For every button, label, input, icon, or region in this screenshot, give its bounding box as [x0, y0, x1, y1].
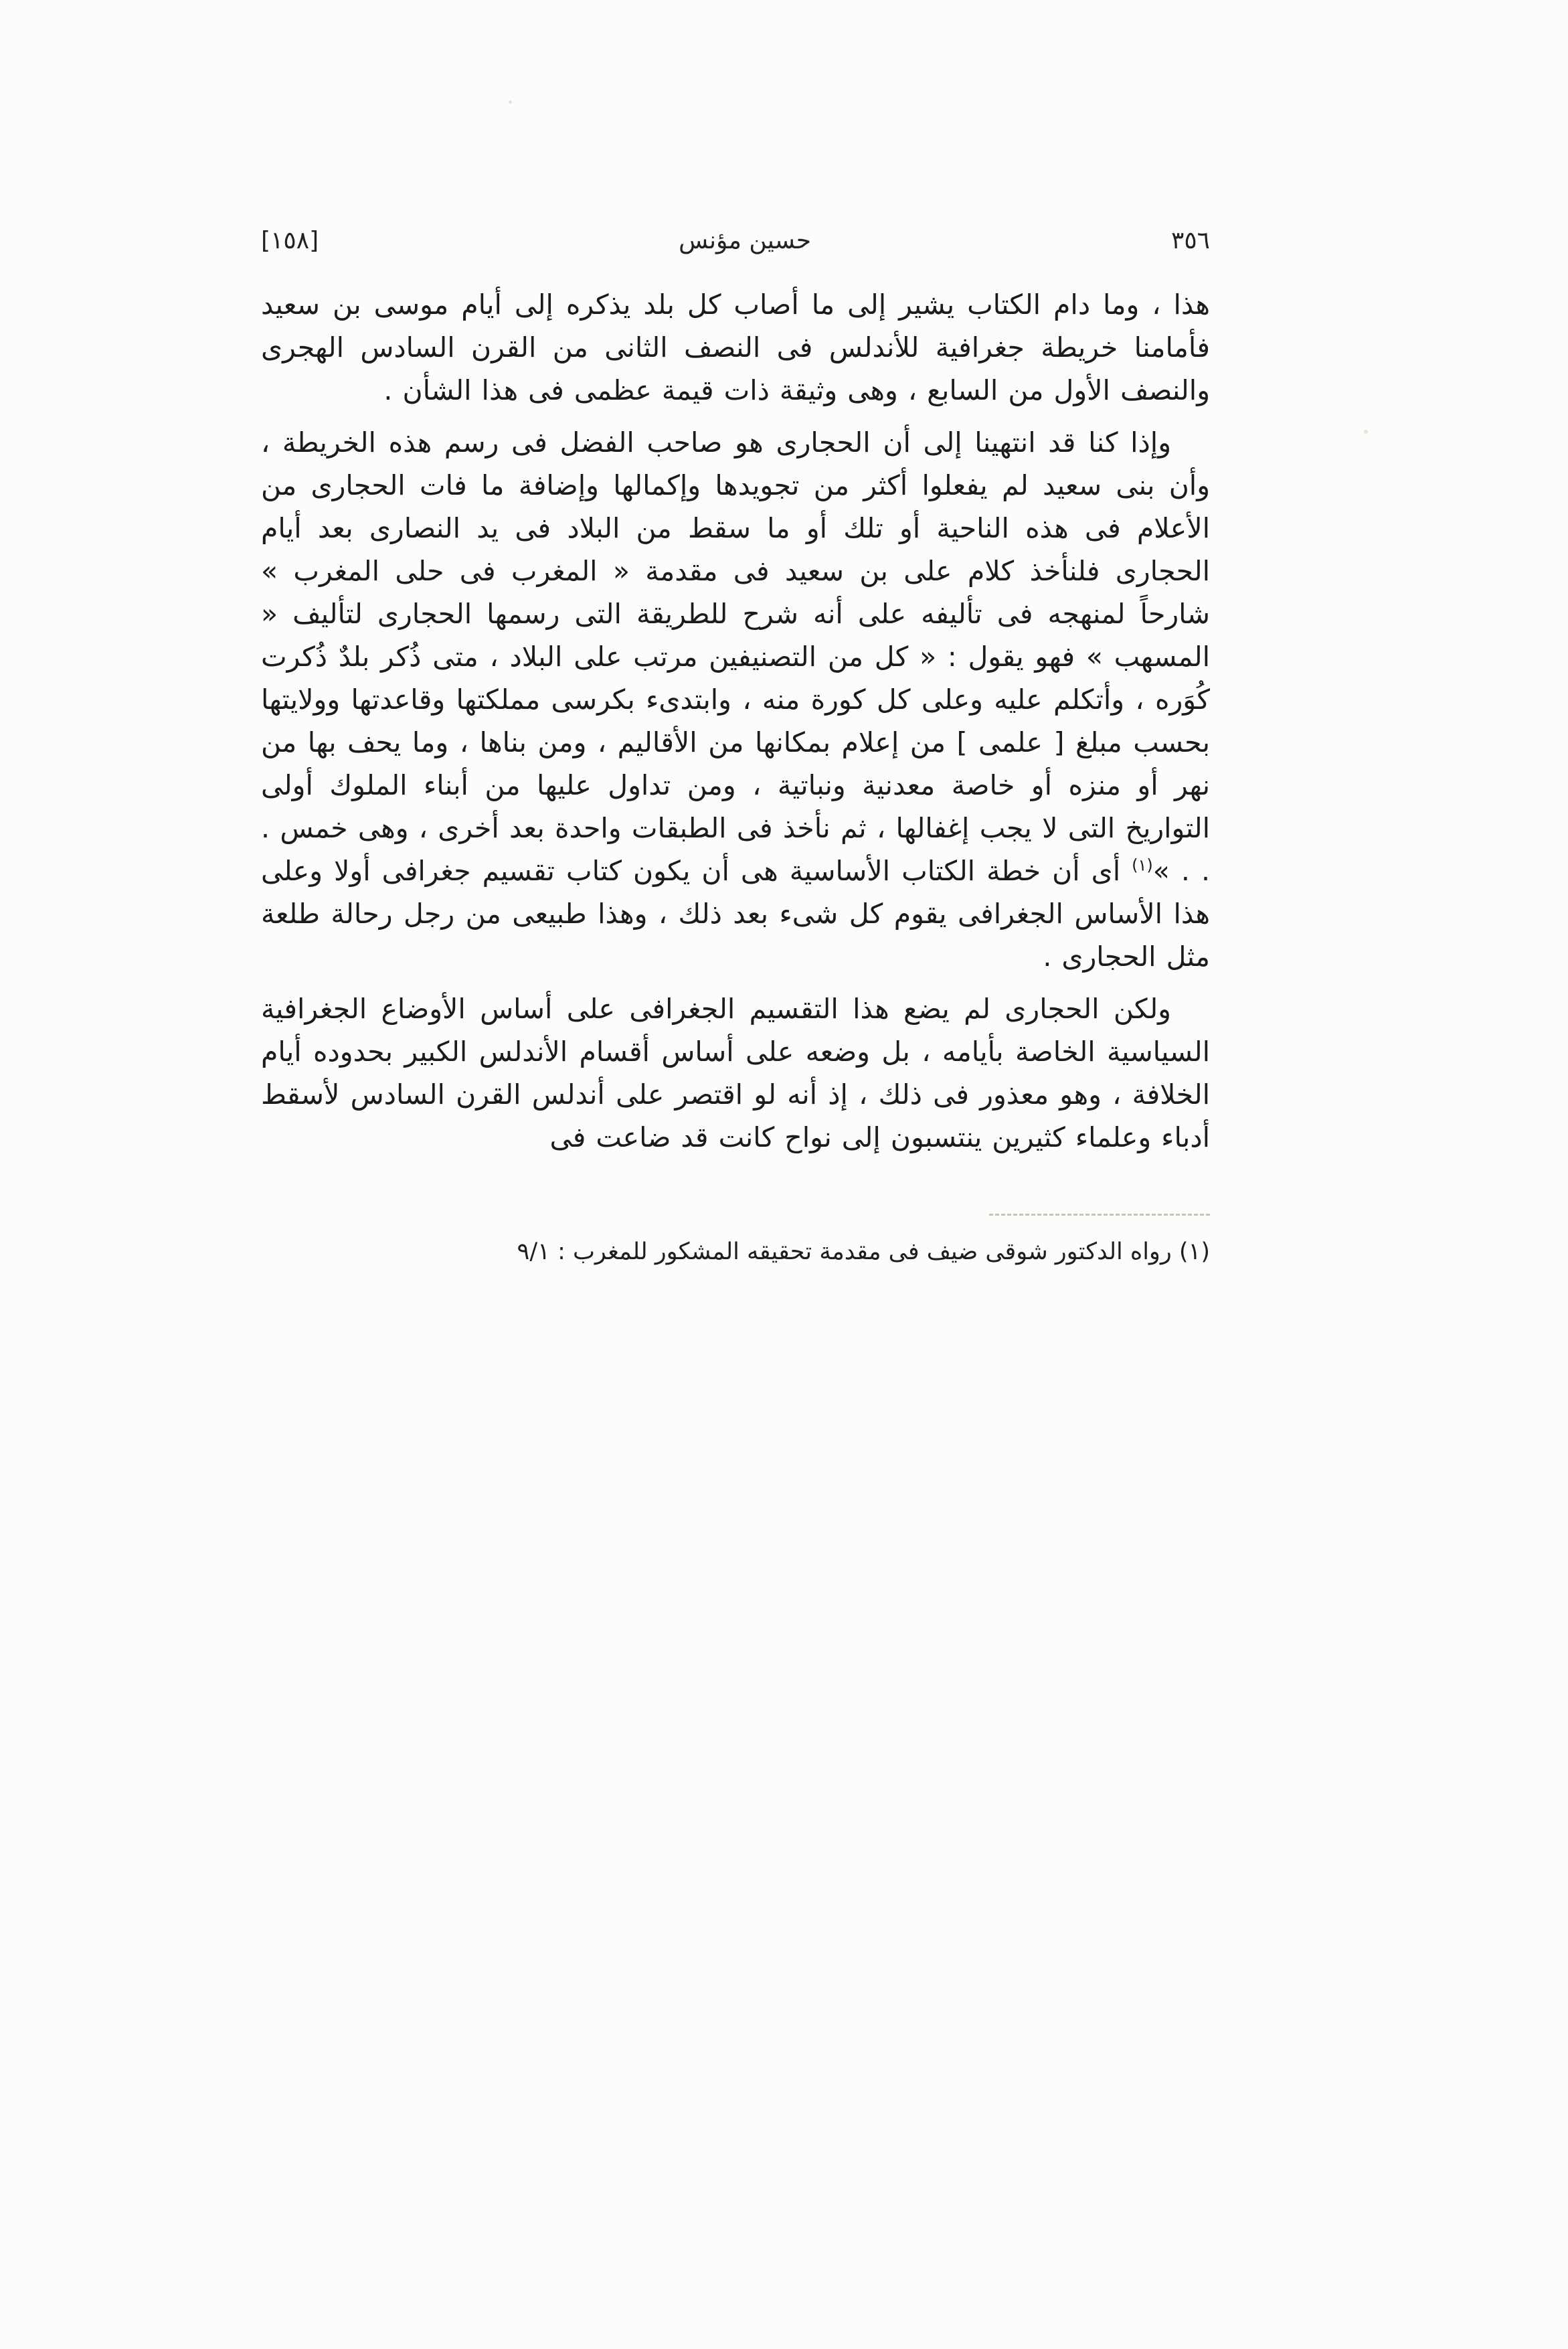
text-column [261, 224, 1210, 1269]
scan-speck [1364, 430, 1368, 434]
header-author-name: حسين مؤنس [679, 227, 811, 254]
header-folio-ref: [١٥٨] [261, 227, 319, 254]
paragraph-2-text: وإذا كنا قد انتهينا إلى أن الحجارى هو صاحب الفضل فى رسم هذه الخريطة ، وأن بنى سعيد لم يفعلوا أكثر من تجويدها وإكمالها وإضافة ما فات الحجارى من الأعلام فى هذه الناحية أو تلك أو ما سقط من البلاد فى يد النصارى بعد أيام الحجارى فلنأخذ كلام على بن سعيد فى مقدمة « المغرب فى حلى المغرب » شارحاً لمنهجه فى تأليفه على أنه شرح للطريقة التى رسمها الحجارى لتأليف « المسهب » فهو يقول : « كل من التصنيفين مرتب على البلاد ، متى ذُكر بلدٌ ذُكرت كُوَره ، وأتكلم عليه وعلى كل كورة منه ، وابتدىء بكرسى مملكتها وقاعدتها وولايتها بحسب مبلغ [ علمى ] من إعلام بمكانها من الأقاليم ، ومن بناها ، وما يحف بها من نهر أو منزه أو خاصة معدنية ونباتية ، ومن تداول عليها من أبناء الملوك أولى التواريخ التى لا يجب إغفالها ، ثم نأخذ فى الطبقات واحدة بعد أخرى ، وهى خمس . . . » [261, 426, 1210, 887]
footnote-text: (١) رواه الدكتور شوقى ضيف فى مقدمة تحقيقه المشكور للمغرب : ٩/١ [517, 1238, 1210, 1265]
page-body [261, 283, 1210, 1159]
paragraph-1: هذا ، وما دام الكتاب يشير إلى ما أصاب كل بلد يذكره إلى أيام موسى بن سعيد فأمامنا خريطة جغرافية للأندلس فى النصف الثانى من القرن السادس الهجرى والنصف الأول من السابع ، وهى وثيقة ذات قيمة عظمى فى هذا الشأن . [261, 289, 1210, 406]
paragraph-2-continuation: أى أن خطة الكتاب الأساسية هى أن يكون كتاب تقسيم جغرافى أولا وعلى هذا الأساس الجغرافى يقوم كل شىء بعد ذلك ، وهذا طبيعى من رجل رحالة طلعة مثل الحجارى . [261, 855, 1210, 973]
paragraph-2 [261, 421, 1210, 978]
footnote-area [261, 1214, 1210, 1269]
footnote-reference-marker: (١) [1132, 856, 1153, 875]
paragraph-3: ولكن الحجارى لم يضع هذا التقسيم الجغرافى على أساس الأوضاع الجغرافية السياسية الخاصة بأيامه ، بل وضعه على أساس أقسام الأندلس الكبير بحدوده أيام الخلافة ، وهو معذور فى ذلك ، إذ أنه لو اقتصر على أندلس القرن السادس لأسقط أدباء وعلماء كثيرين ينتسبون إلى نواح كانت قد ضاعت فى [261, 993, 1210, 1153]
page-header [261, 224, 1210, 258]
footnote-separator-rule [989, 1214, 1210, 1216]
scan-speck [509, 100, 512, 104]
header-page-number: ٣٥٦ [1170, 227, 1210, 254]
